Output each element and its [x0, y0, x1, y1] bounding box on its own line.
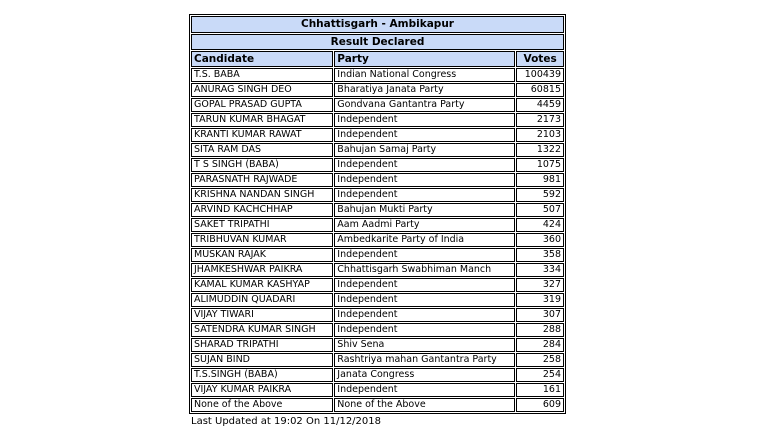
party-cell: Independent — [334, 323, 515, 337]
party-cell: Gondvana Gantantra Party — [334, 98, 515, 112]
results-panel — [189, 14, 566, 427]
votes-cell: 424 — [516, 218, 564, 232]
table-row — [191, 248, 564, 262]
votes-cell: 360 — [516, 233, 564, 247]
table-row — [191, 263, 564, 277]
table-row — [191, 308, 564, 322]
party-cell: Bharatiya Janata Party — [334, 83, 515, 97]
votes-cell: 60815 — [516, 83, 564, 97]
votes-cell: 2103 — [516, 128, 564, 142]
candidate-cell: None of the Above — [191, 398, 333, 412]
candidate-cell: KRANTI KUMAR RAWAT — [191, 128, 333, 142]
candidate-cell: PARASNATH RAJWADE — [191, 173, 333, 187]
constituency-title: Chhattisgarh - Ambikapur — [191, 16, 564, 33]
party-cell: Independent — [334, 158, 515, 172]
votes-cell: 307 — [516, 308, 564, 322]
votes-cell: 284 — [516, 338, 564, 352]
status-row — [191, 34, 564, 50]
table-row — [191, 353, 564, 367]
party-header: Party — [334, 51, 515, 67]
party-cell: Indian National Congress — [334, 68, 515, 82]
votes-cell: 327 — [516, 278, 564, 292]
candidate-cell: KAMAL KUMAR KASHYAP — [191, 278, 333, 292]
votes-cell: 258 — [516, 353, 564, 367]
party-cell: Independent — [334, 248, 515, 262]
candidate-cell: VIJAY TIWARI — [191, 308, 333, 322]
candidate-cell: ALIMUDDIN QUADARI — [191, 293, 333, 307]
table-row — [191, 368, 564, 382]
party-cell: Independent — [334, 293, 515, 307]
title-row — [191, 16, 564, 33]
party-cell: Bahujan Mukti Party — [334, 203, 515, 217]
votes-cell: 161 — [516, 383, 564, 397]
votes-cell: 507 — [516, 203, 564, 217]
table-row — [191, 323, 564, 337]
candidate-cell: TRIBHUVAN KUMAR — [191, 233, 333, 247]
votes-header: Votes — [516, 51, 564, 67]
party-cell: Independent — [334, 278, 515, 292]
party-cell: Independent — [334, 308, 515, 322]
candidate-cell: T S SINGH (BABA) — [191, 158, 333, 172]
candidate-cell: SHARAD TRIPATHI — [191, 338, 333, 352]
candidate-cell: VIJAY KUMAR PAIKRA — [191, 383, 333, 397]
party-cell: Independent — [334, 188, 515, 202]
candidate-cell: JHAMKESHWAR PAIKRA — [191, 263, 333, 277]
table-row — [191, 143, 564, 157]
party-cell: Independent — [334, 128, 515, 142]
party-cell: Janata Congress — [334, 368, 515, 382]
candidate-cell: SUJAN BIND — [191, 353, 333, 367]
party-cell: Independent — [334, 173, 515, 187]
table-row — [191, 113, 564, 127]
votes-cell: 609 — [516, 398, 564, 412]
table-row — [191, 173, 564, 187]
votes-cell: 334 — [516, 263, 564, 277]
party-cell: None of the Above — [334, 398, 515, 412]
party-cell: Ambedkarite Party of India — [334, 233, 515, 247]
party-cell: Aam Aadmi Party — [334, 218, 515, 232]
table-row — [191, 158, 564, 172]
party-cell: Independent — [334, 113, 515, 127]
candidate-cell: MUSKAN RAJAK — [191, 248, 333, 262]
table-row — [191, 218, 564, 232]
candidate-cell: ARVIND KACHCHHAP — [191, 203, 333, 217]
candidate-cell: SITA RAM DAS — [191, 143, 333, 157]
party-cell: Independent — [334, 383, 515, 397]
votes-cell: 358 — [516, 248, 564, 262]
votes-cell: 100439 — [516, 68, 564, 82]
votes-cell: 2173 — [516, 113, 564, 127]
table-row — [191, 188, 564, 202]
table-row — [191, 203, 564, 217]
party-cell: Chhattisgarh Swabhiman Manch — [334, 263, 515, 277]
candidate-cell: TARUN KUMAR BHAGAT — [191, 113, 333, 127]
candidate-cell: GOPAL PRASAD GUPTA — [191, 98, 333, 112]
votes-cell: 592 — [516, 188, 564, 202]
votes-cell: 1322 — [516, 143, 564, 157]
results-table — [189, 14, 566, 414]
result-status: Result Declared — [191, 34, 564, 50]
candidate-cell: T.S.SINGH (BABA) — [191, 368, 333, 382]
party-cell: Shiv Sena — [334, 338, 515, 352]
table-row — [191, 68, 564, 82]
table-row — [191, 98, 564, 112]
votes-cell: 4459 — [516, 98, 564, 112]
table-row — [191, 128, 564, 142]
votes-cell: 981 — [516, 173, 564, 187]
votes-cell: 288 — [516, 323, 564, 337]
candidate-cell: SATENDRA KUMAR SINGH — [191, 323, 333, 337]
candidate-header: Candidate — [191, 51, 333, 67]
candidate-cell: ANURAG SINGH DEO — [191, 83, 333, 97]
candidate-cell: SAKET TRIPATHI — [191, 218, 333, 232]
candidate-cell: T.S. BABA — [191, 68, 333, 82]
party-cell: Bahujan Samaj Party — [334, 143, 515, 157]
table-row — [191, 398, 564, 412]
table-row — [191, 278, 564, 292]
candidate-cell: KRISHNA NANDAN SINGH — [191, 188, 333, 202]
votes-cell: 1075 — [516, 158, 564, 172]
table-row — [191, 383, 564, 397]
votes-cell: 319 — [516, 293, 564, 307]
votes-cell: 254 — [516, 368, 564, 382]
table-row — [191, 338, 564, 352]
header-row — [191, 51, 564, 67]
table-row — [191, 233, 564, 247]
party-cell: Rashtriya mahan Gantantra Party — [334, 353, 515, 367]
table-row — [191, 293, 564, 307]
table-row — [191, 83, 564, 97]
last-updated: Last Updated at 19:02 On 11/12/2018 — [191, 416, 381, 427]
